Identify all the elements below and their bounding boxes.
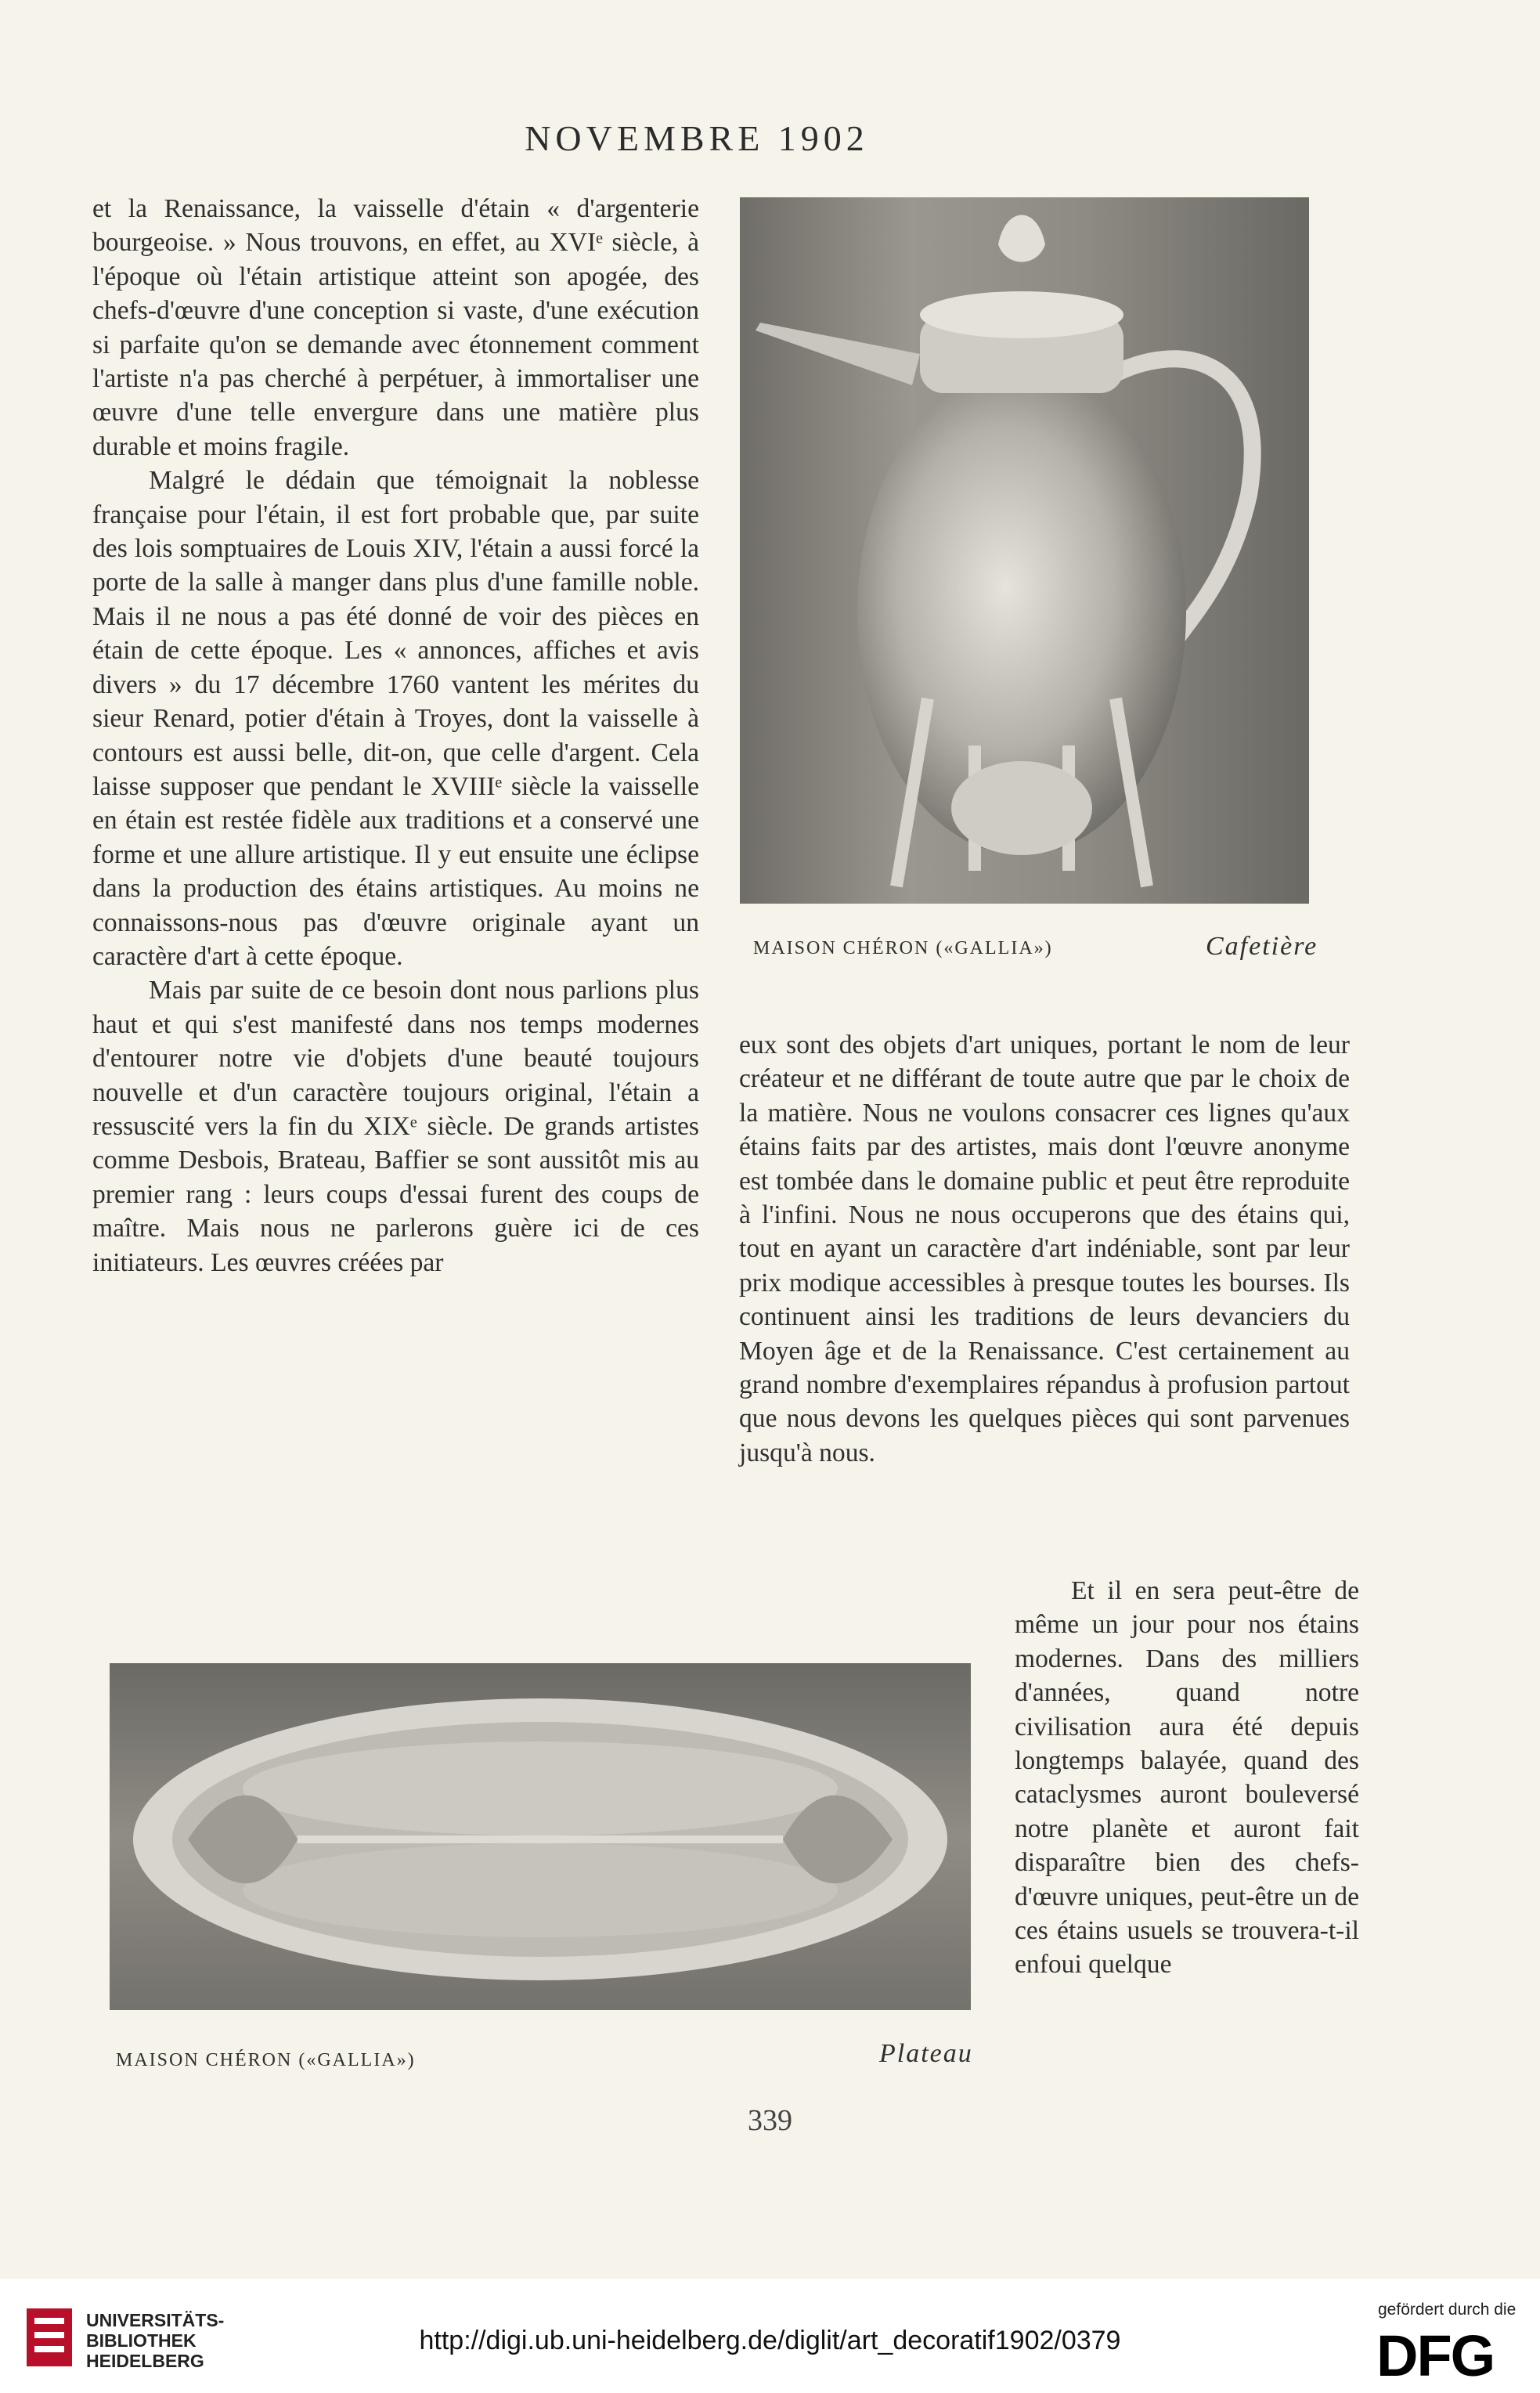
- tray-illustration: [110, 1663, 971, 2010]
- tray-caption-title: Plateau: [879, 2039, 973, 2068]
- paragraph: Et il en sera peut-être de même un jour pour nos étains modernes. Dans des milliers d'années, quand notre civilisation aura été depuis longtemps balayée, quand des cataclysmes auront bouleversé notre planète et auront fait disparaître bien des chefs-d'œuvre uniques, peut-être un de ces étains usuels se trouvera-t-il enfoui quelque: [1015, 1576, 1359, 1980]
- sponsor-label: gefördert durch die: [1378, 2301, 1517, 2319]
- paragraph: Malgré le dédain que témoignait la noblesse française pour l'étain, il est fort probable que, par suite des lois somptuaires de Louis XIV, l'étain a aussi forcé la porte de la salle à manger dans plus d'une famille noble. Mais il ne nous a pas été donné de voir des pièces en étain de cette époque. Les « annonces, affiches et avis divers » du 17 décembre 1760 vantent les mérites du sieur Renard, potier d'étain à Troyes, dont la vaisselle à contours est aussi belle, dit-on, que celle d'argent. Cela laisse supposer que pendant le XVIIIᵉ siècle la vaisselle en étain est restée fidèle aux traditions et a conservé une forme et une allure artistique. Il y eut ensuite une éclipse dans la production des étains artistiques. Au moins ne connaissons-nous pas d'œuvre originale ayant un caractère d'art à cette époque.: [92, 466, 699, 971]
- paragraph: Mais par suite de ce besoin dont nous parlions plus haut et qui s'est manifesté dans nos temps modernes d'entourer notre vie d'objets d'une beauté toujours nouvelle et d'un caractère toujours original, l'étain a ressuscité vers la fin du XIXᵉ siècle. De grands artistes comme Desbois, Brateau, Baffier se sont aussitôt mis au premier rang : leurs coups d'essai furent des coups de maître. Mais nous ne parlerons guère ici de ces initiateurs. Les œuvres créées par: [92, 976, 699, 1277]
- library-name: UNIVERSITÄTS- BIBLIOTHEK HEIDELBERG: [86, 2310, 225, 2371]
- tray-caption-maker: MAISON CHÉRON («GALLIA»): [116, 2050, 416, 2070]
- source-url-link[interactable]: http://digi.ub.uni-heidelberg.de/diglit/art_decoratif1902/0379: [419, 2326, 1121, 2355]
- coffee-pot-photo: [740, 197, 1309, 904]
- right-text-column: [739, 1028, 1350, 1470]
- digitization-footer: [0, 2279, 1540, 2393]
- left-text-column: [92, 192, 699, 1280]
- paragraph: et la Renaissance, la vaisselle d'étain « d'argenterie bourgeoise. » Nous trouvons, en effet, au XVIᵉ siècle, à l'époque où l'étain artistique atteint son apogée, des chefs-d'œuvre d'une conception si vaste, d'une exécution si parfaite qu'on se demande avec étonnement comment l'artiste n'a pas cherché à perpétuer, à immortaliser une œuvre d'une telle envergure dans une matière plus durable et moins fragile.: [92, 194, 699, 461]
- narrow-text-column: [1015, 1574, 1359, 1982]
- page-number: 339: [748, 2104, 792, 2137]
- coffee-caption-maker: MAISON CHÉRON («GALLIA»): [753, 938, 1053, 958]
- dfg-logo: DFG: [1376, 2323, 1495, 2388]
- coffee-pot-illustration: [740, 197, 1309, 904]
- running-header: NOVEMBRE 1902: [525, 118, 869, 158]
- tray-photo: [110, 1663, 971, 2010]
- coffee-caption-title: Cafetière: [1206, 932, 1318, 961]
- paragraph: eux sont des objets d'art uniques, portant le nom de leur créateur et ne différant de toute autre que par le choix de la matière. Nous ne voulons consacrer ces lignes qu'aux étains faits par des artistes, mais dont l'œuvre anonyme est tombée dans le domaine public et peut être reproduite à l'infini. Nous ne nous occuperons que des étains qui, tout en ayant un caractère d'art indéniable, sont par leur prix modique accessibles à presque toutes les bourses. Ils continuent ainsi les traditions de leurs devanciers du Moyen âge et de la Renaissance. C'est certainement au grand nombre d'exemplaires répandus à profusion partout que nous devons les quelques pièces qui sont parvenues jusqu'à nous.: [739, 1030, 1350, 1467]
